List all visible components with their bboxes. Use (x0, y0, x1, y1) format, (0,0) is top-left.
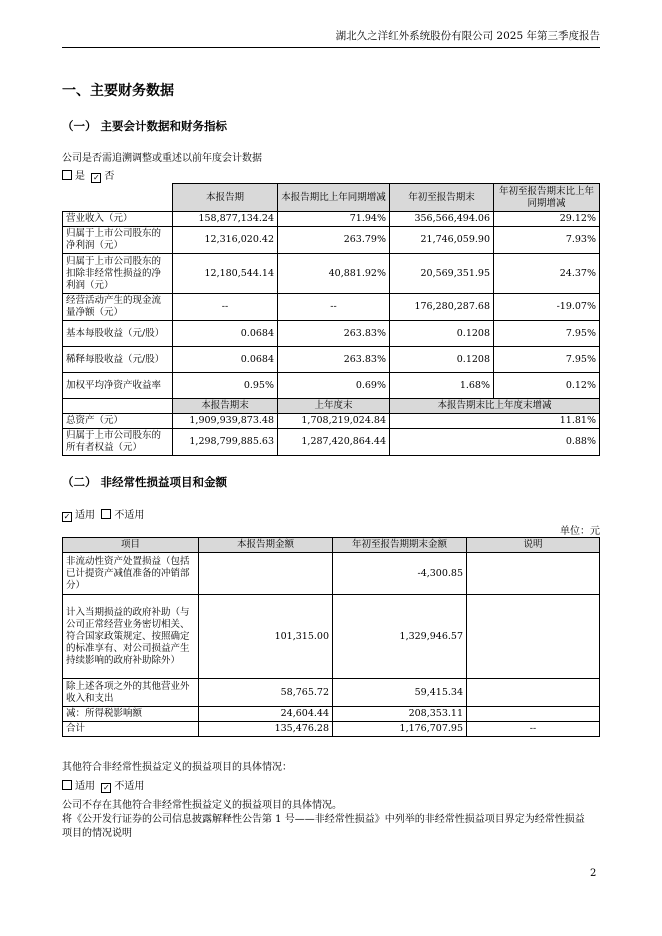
row-label: 合计 (63, 722, 199, 737)
col-header: 本报告期比上年同期增减 (278, 184, 390, 212)
cell: 7.93% (494, 227, 600, 254)
cell: 1,287,420,864.44 (278, 429, 390, 456)
cell: 1.68% (390, 373, 494, 399)
checkbox-unchecked-icon (62, 170, 72, 180)
row-label: 归属于上市公司股东的净利润（元） (63, 227, 173, 254)
not-applicable-label: 不适用 (114, 510, 145, 521)
cell: 71.94% (278, 212, 390, 227)
cell: 263.83% (278, 321, 390, 347)
yes-label: 是 (75, 171, 85, 182)
not-applicable-label: 不适用 (114, 781, 145, 792)
row-label: 计入当期损益的政府补助（与公司正常经营业务密切相关、符合国家政策规定、按照确定的标准享有、对公司损益产生持续影响的政府补助除外） (63, 595, 199, 679)
cell: 7.95% (494, 347, 600, 373)
cell: 1,329,946.57 (333, 595, 467, 679)
table-corner (63, 184, 173, 212)
row-label: 归属于上市公司股东的所有者权益（元） (63, 429, 173, 456)
cell: 0.88% (390, 429, 600, 456)
checkbox-checked-icon: ✓ (63, 512, 71, 521)
col-header: 年初至报告期期末金额 (333, 538, 467, 553)
cell (467, 595, 600, 679)
applicability-options-2 (62, 777, 144, 793)
no-label: 否 (104, 171, 115, 182)
cell: -- (173, 294, 278, 321)
col-header: 上年度末 (278, 399, 390, 414)
cell: 0.1208 (390, 347, 494, 373)
page-number: 2 (590, 868, 597, 879)
cell: -4,300.85 (333, 553, 467, 595)
cell: 208,353.11 (333, 707, 467, 722)
cell: -- (467, 722, 600, 737)
cell: 0.1208 (390, 321, 494, 347)
cell: 40,881.92% (278, 254, 390, 294)
section-title: 一、主要财务数据 (62, 83, 174, 99)
explanation-text: 将《公开发行证券的公司信息披露解释性公告第 1 号——非经常性损益》中列举的非经常性损益项目界定为经常性损益项目的情况说明 (62, 814, 585, 839)
subsection-title-1: （一） 主要会计数据和财务指标 (62, 119, 228, 133)
cell: 11.81% (390, 414, 600, 429)
row-label: 除上述各项之外的其他营业外收入和支出 (63, 679, 199, 707)
applicability-options (62, 506, 144, 522)
cell: 7.95% (494, 321, 600, 347)
financial-data-table (62, 183, 600, 456)
other-items-text: 其他符合非经常性损益定义的损益项目的具体情况： (62, 762, 292, 773)
col-header: 项目 (63, 538, 199, 553)
cell: 0.95% (173, 373, 278, 399)
unit-label: 单位：元 (560, 526, 600, 537)
cell (199, 553, 333, 595)
cell: 0.69% (278, 373, 390, 399)
col-header: 年初至报告期末比上年同期增减 (494, 184, 600, 212)
cell: 158,877,134.24 (173, 212, 278, 227)
cell: -19.07% (494, 294, 600, 321)
cell: 20,569,351.95 (390, 254, 494, 294)
cell: 0.0684 (173, 347, 278, 373)
cell (467, 553, 600, 595)
subsection-title-2: （二） 非经常性损益项目和金额 (62, 475, 228, 489)
document-header: 湖北久之洋红外系统股份有限公司 2025 年第三季度报告 (62, 28, 600, 48)
row-label: 总资产（元） (63, 414, 173, 429)
col-header: 说明 (467, 538, 600, 553)
row-label: 基本每股收益（元/股） (63, 321, 173, 347)
applicable-label: 适用 (75, 781, 95, 792)
checkbox-unchecked-icon (101, 509, 111, 519)
cell: 356,566,494.06 (390, 212, 494, 227)
non-recurring-table (62, 537, 600, 737)
row-label: 减：所得税影响额 (63, 707, 199, 722)
cell: 263.79% (278, 227, 390, 254)
row-label: 营业收入（元） (63, 212, 173, 227)
cell: 101,315.00 (199, 595, 333, 679)
col-header: 本报告期金额 (199, 538, 333, 553)
blank-cell (63, 399, 173, 414)
cell: 29.12% (494, 212, 600, 227)
cell: 0.12% (494, 373, 600, 399)
checkbox-checked-icon: ✓ (103, 783, 110, 792)
col-header: 年初至报告期末 (390, 184, 494, 212)
col-header: 本报告期末 (173, 399, 278, 414)
cell: 21,746,059.90 (390, 227, 494, 254)
row-label: 加权平均净资产收益率 (63, 373, 173, 399)
cell: 263.83% (278, 347, 390, 373)
col-header: 本报告期 (173, 184, 278, 212)
restatement-options (62, 167, 114, 183)
restatement-question: 公司是否需追溯调整或重述以前年度会计数据 (62, 153, 262, 164)
cell: 12,180,544.14 (173, 254, 278, 294)
cell: 1,909,939,873.48 (173, 414, 278, 429)
cell: 0.0684 (173, 321, 278, 347)
checkbox-unchecked-icon (62, 780, 72, 790)
checkbox-checked-icon: ✓ (93, 173, 100, 182)
cell: 12,316,020.42 (173, 227, 278, 254)
cell: 135,476.28 (199, 722, 333, 737)
row-label: 经营活动产生的现金流量净额（元） (63, 294, 173, 321)
applicable-label: 适用 (75, 510, 95, 521)
none-statement: 公司不存在其他符合非经常性损益定义的损益项目的具体情况。 (62, 800, 342, 811)
col-header: 本报告期末比上年度末增减 (390, 399, 600, 414)
cell (467, 679, 600, 707)
cell: 1,298,799,885.63 (173, 429, 278, 456)
row-label: 归属于上市公司股东的扣除非经常性损益的净利润（元） (63, 254, 173, 294)
cell (467, 707, 600, 722)
cell: 24,604.44 (199, 707, 333, 722)
cell: 24.37% (494, 254, 600, 294)
cell: 176,280,287.68 (390, 294, 494, 321)
cell: 58,765.72 (199, 679, 333, 707)
cell: 1,176,707.95 (333, 722, 467, 737)
cell: -- (278, 294, 390, 321)
row-label: 非流动性资产处置损益（包括已计提资产减值准备的冲销部分） (63, 553, 199, 595)
row-label: 稀释每股收益（元/股） (63, 347, 173, 373)
cell: 1,708,219,024.84 (278, 414, 390, 429)
cell: 59,415.34 (333, 679, 467, 707)
